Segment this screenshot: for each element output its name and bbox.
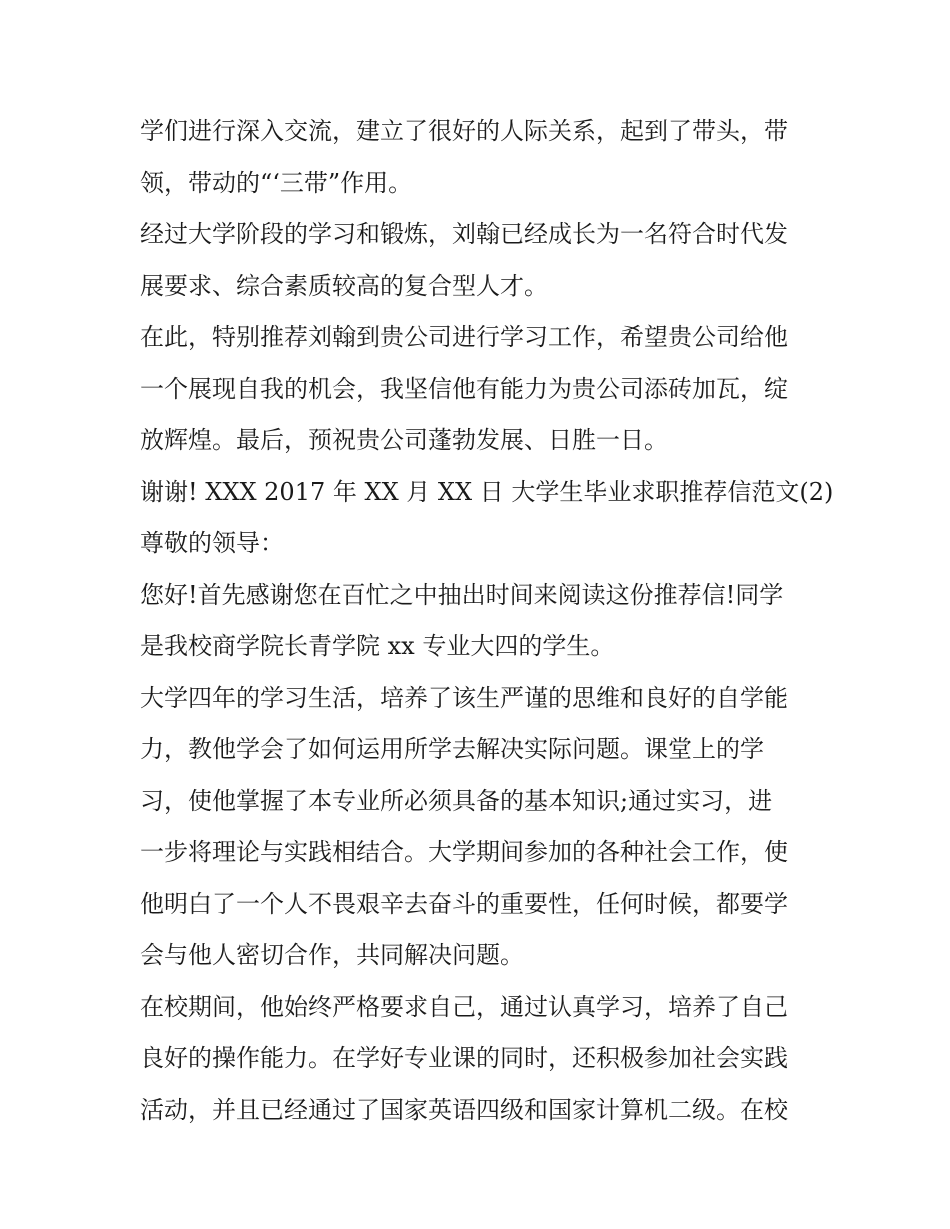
text-line-11: 是我校商学院长青学院 xx 专业大四的学生。 [140,632,615,660]
document-body [140,106,834,1136]
text-line-9: 尊敬的领导： [140,529,284,557]
text-line-7: 放辉煌。最后，预祝贵公司蓬勃发展、日胜一日。 [140,426,668,454]
text-line-18: 在校期间，他始终严格要求自己，通过认真学习，培养了自己 [140,992,788,1021]
text-line-5: 在此，特别推荐刘翰到贵公司进行学习工作，希望贵公司给他 [140,323,788,351]
text-line-1: 学们进行深入交流，建立了很好的人际关系，起到了带头，带 [140,117,788,145]
text-line-16: 他明白了一个人不畏艰辛去奋斗的重要性，任何时候，都要学 [140,889,788,918]
text-line-6: 一个展现自我的机会，我坚信他有能力为贵公司添砖加瓦，绽 [140,374,788,403]
text-line-12: 大学四年的学习生活，培养了该生严谨的思维和良好的自学能 [140,683,788,712]
text-line-17: 会与他人密切合作，共同解决问题。 [140,941,524,969]
text-line-19: 良好的操作能力。在学好专业课的同时，还积极参加社会实践 [140,1044,788,1072]
text-line-3: 经过大学阶段的学习和锻炼，刘翰已经成长为一名符合时代发 [140,220,788,248]
text-line-14: 习，使他掌握了本专业所必须具备的基本知识;通过实习，进 [140,786,773,815]
text-line-10: 您好!首先感谢您在百忙之中抽出时间来阅读这份推荐信!同学 [140,580,784,609]
text-line-4: 展要求、综合素质较高的复合型人才。 [140,271,548,300]
text-line-15: 一步将理论与实践相结合。大学期间参加的各种社会工作，使 [140,838,788,866]
text-line-2: 领，带动的“‘三带”作用。 [140,168,413,197]
text-line-13: 力，教他学会了如何运用所学去解决实际问题。课堂上的学 [140,735,764,763]
text-line-20: 活动，并且已经通过了国家英语四级和国家计算机二级。在校 [140,1095,788,1124]
text-line-8: 谢谢! XXX 2017 年 XX 月 XX 日 大学生毕业求职推荐信范文(2) [140,477,834,506]
